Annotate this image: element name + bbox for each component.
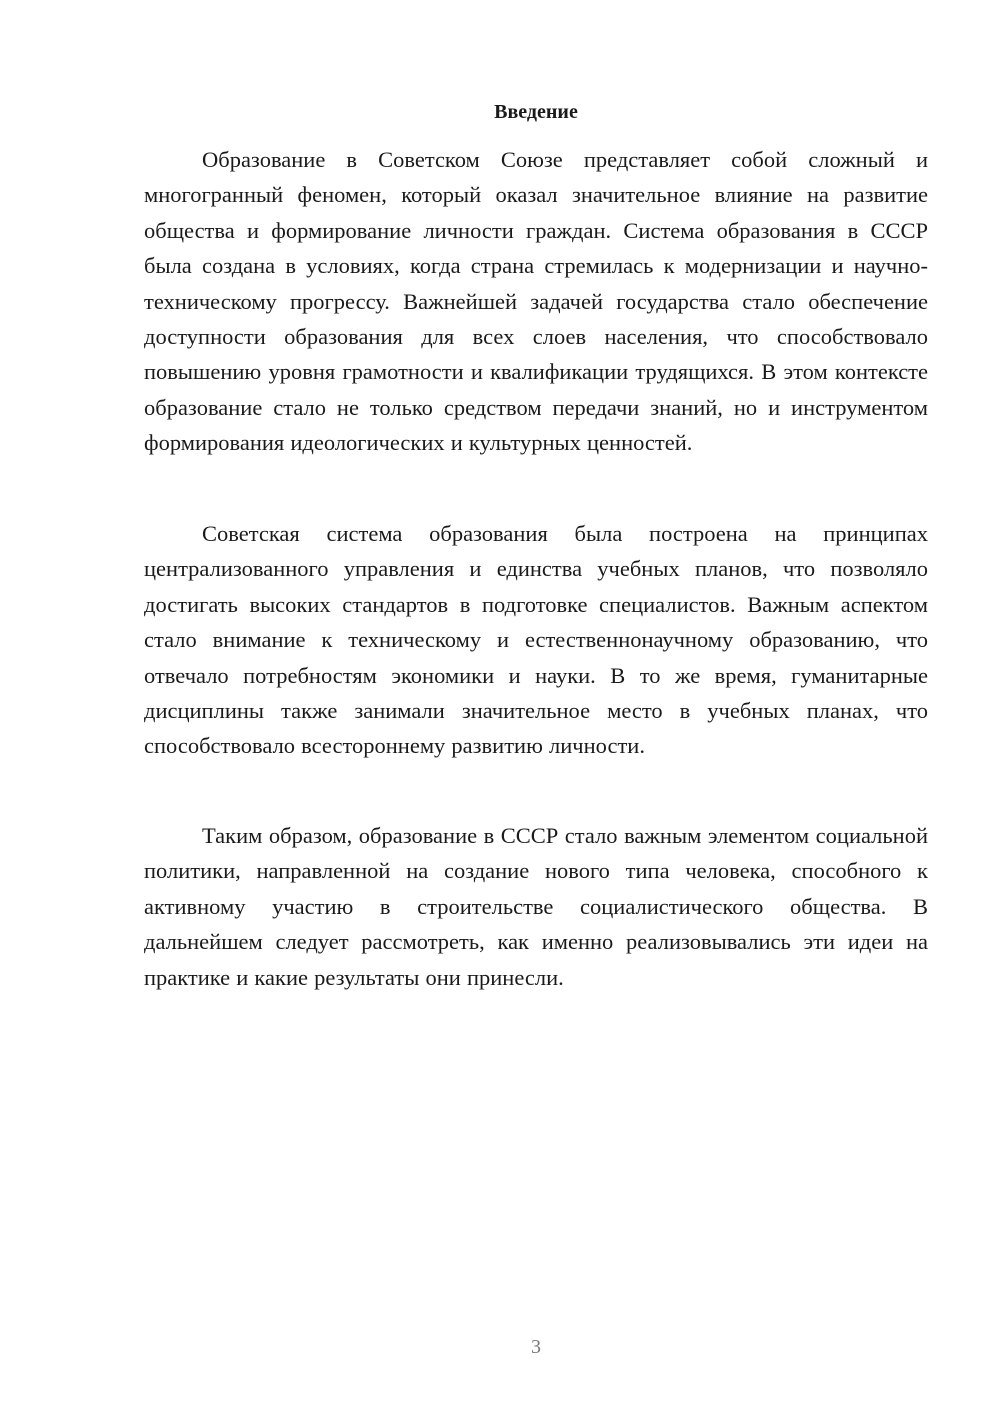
section-heading: Введение (494, 101, 578, 123)
paragraph-2: Советская система образования была построена на принципах централизованного управления и единства учебных планов, что позволяло достигать высоких стандартов в подготовке специалистов. Важным аспектом стало внимание к техническому и естественнонаучному образованию, что отвечало потребностям экономики и науки. В то же время, гуманитарные дисциплины также занимали значительное место в учебных планах, что способствовало всестороннему развитию личности. (144, 521, 928, 759)
paragraph-3: Таким образом, образование в СССР стало важным элементом социальной политики, направленной на создание нового типа человека, способного к активному участию в строительстве социалистического общества. В дальнейшем следует рассмотреть, как именно реализовывались эти идеи на практике и какие результаты они принесли. (144, 823, 928, 990)
paragraph-1: Образование в Советском Союзе представляет собой сложный и многогранный феномен, который оказал значительное влияние на развитие общества и формирование личности граждан. Система образования в СССР была создана в условиях, когда страна стремилась к модернизации и научно-техническому прогрессу. Важнейшей задачей государства стало обеспечение доступности образования для всех слоев населения, что способствовало повышению уровня грамотности и квалификации трудящихся. В этом контексте образование стало не только средством передачи знаний, но и инструментом формирования идеологических и культурных ценностей. (144, 147, 928, 456)
page-number: 3 (531, 1336, 541, 1358)
